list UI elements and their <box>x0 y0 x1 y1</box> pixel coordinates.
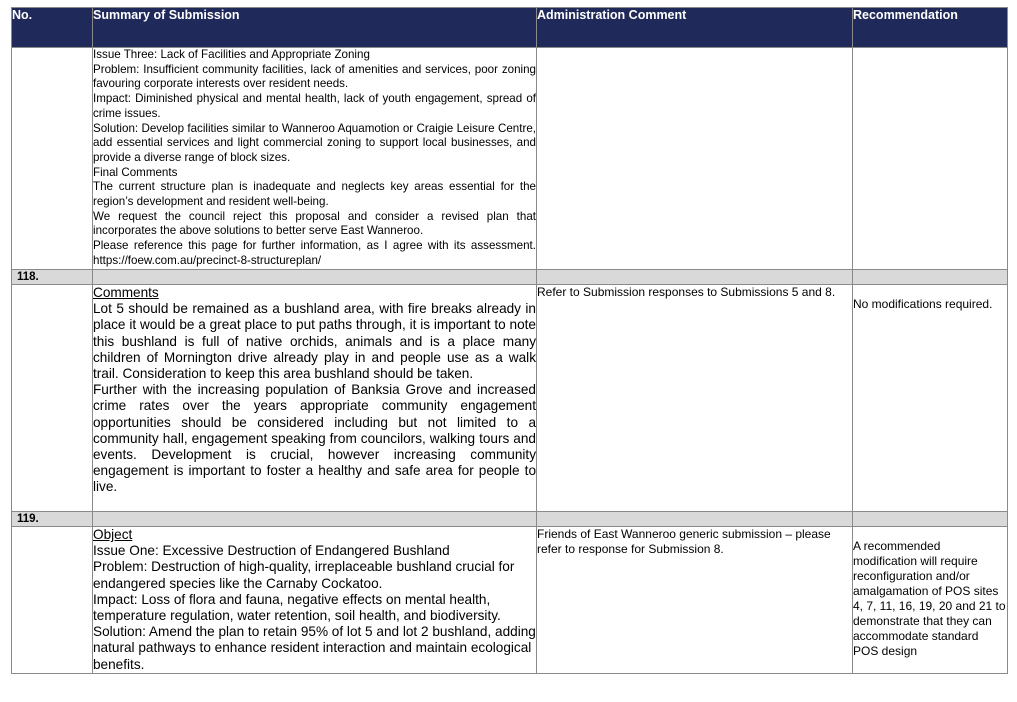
summary-line: Problem: Insufficient community facilities, lack of amenities and services, poor zoning favouring corporate interests over resident needs. <box>93 62 536 91</box>
header-no: No. <box>12 8 93 48</box>
submissions-table <box>11 7 1008 674</box>
number-cell <box>12 48 93 270</box>
recommendation: No modifications required. <box>853 297 993 311</box>
submission-number-row <box>12 270 1008 285</box>
summary-heading: Object <box>93 527 133 542</box>
recommendation-cell <box>853 527 1008 674</box>
separator-cell <box>537 512 853 527</box>
header-admin-comment: Administration Comment <box>537 8 853 48</box>
admin-comment: Friends of East Wanneroo generic submission – please refer to response for Submission 8. <box>537 527 831 556</box>
summary-line: Issue Three: Lack of Facilities and Appropriate Zoning <box>93 48 370 61</box>
separator-cell <box>853 512 1008 527</box>
summary-cell <box>93 48 537 270</box>
submission-number: 119. <box>12 512 93 527</box>
recommendation: A recommended modification will require reconfiguration and/or amalgamation of POS sites 4, 7, 11, 16, 19, 20 and 21 to demonstrate that they can accommodate standard POS design <box>853 539 1006 658</box>
recommendation-cell <box>853 285 1008 512</box>
summary-line: Please reference this page for further information, as I agree with its assessment. https://foew.com.au/precinct-8-structureplan/ <box>93 239 536 267</box>
summary-paragraph: Lot 5 should be remained as a bushland area, with fire breaks already in place it would be a great place to put paths through, it is important to note this bushland is full of native orchids, animals and is a place many children of Mornington drive already play in and people use as a walk trail. Consideration to keep this area bushland should be taken. <box>93 301 536 382</box>
table-header-row <box>12 8 1008 48</box>
number-cell <box>12 527 93 674</box>
summary-paragraph: Solution: Amend the plan to retain 95% of lot 5 and lot 2 bushland, adding natural pathways to enhance resident interaction and maintain ecological benefits. <box>93 624 536 672</box>
summary-cell <box>93 527 537 674</box>
admin-comment-cell <box>537 527 853 674</box>
header-recommendation: Recommendation <box>853 8 1008 48</box>
table-row <box>12 527 1008 674</box>
header-summary: Summary of Submission <box>93 8 537 48</box>
summary-line: Solution: Develop facilities similar to Wanneroo Aquamotion or Craigie Leisure Centre, add essential services and light commercial zoning to support local businesses, and provide a diverse range of block sizes. <box>93 121 536 164</box>
summary-cell <box>93 285 537 512</box>
summary-paragraph: Problem: Destruction of high-quality, irreplaceable bushland crucial for endangered species like the Carnaby Cockatoo. <box>93 559 515 591</box>
separator-cell <box>537 270 853 285</box>
recommendation-cell <box>853 48 1008 270</box>
summary-paragraph: Issue One: Excessive Destruction of Endangered Bushland <box>93 543 450 559</box>
summary-paragraph: Impact: Loss of flora and fauna, negative effects on mental health, temperature regulation, water retention, soil health, and biodiversity. <box>93 591 501 624</box>
summary-line: Final Comments <box>93 165 178 179</box>
summary-line: Impact: Diminished physical and mental health, lack of youth engagement, spread of crime issues. <box>93 92 536 120</box>
admin-comment-cell <box>537 48 853 270</box>
number-cell <box>12 285 93 512</box>
summary-line: We request the council reject this proposal and consider a revised plan that incorporates the above solutions to better serve East Wanneroo. <box>93 209 536 238</box>
summary-paragraph: Further with the increasing population of Banksia Grove and increased crime rates over the years appropriate community engagement opportunities should be considered including but not limited to a community hall, engagement speaking from councilors, walking tours and events. Development is crucial, however increasing community engagement is important to foster a healthy and safe area for people to live. <box>93 382 536 495</box>
summary-heading: Comments <box>93 285 159 300</box>
admin-comment: Refer to Submission responses to Submissions 5 and 8. <box>537 285 836 299</box>
table-row <box>12 48 1008 270</box>
admin-comment-cell <box>537 285 853 512</box>
separator-cell <box>853 270 1008 285</box>
separator-cell <box>93 512 537 527</box>
separator-cell <box>93 270 537 285</box>
table-row <box>12 285 1008 512</box>
submission-number-row <box>12 512 1008 527</box>
summary-line: The current structure plan is inadequate and neglects key areas essential for the region’s development and resident well-being. <box>93 180 536 209</box>
submission-number: 118. <box>12 270 93 285</box>
